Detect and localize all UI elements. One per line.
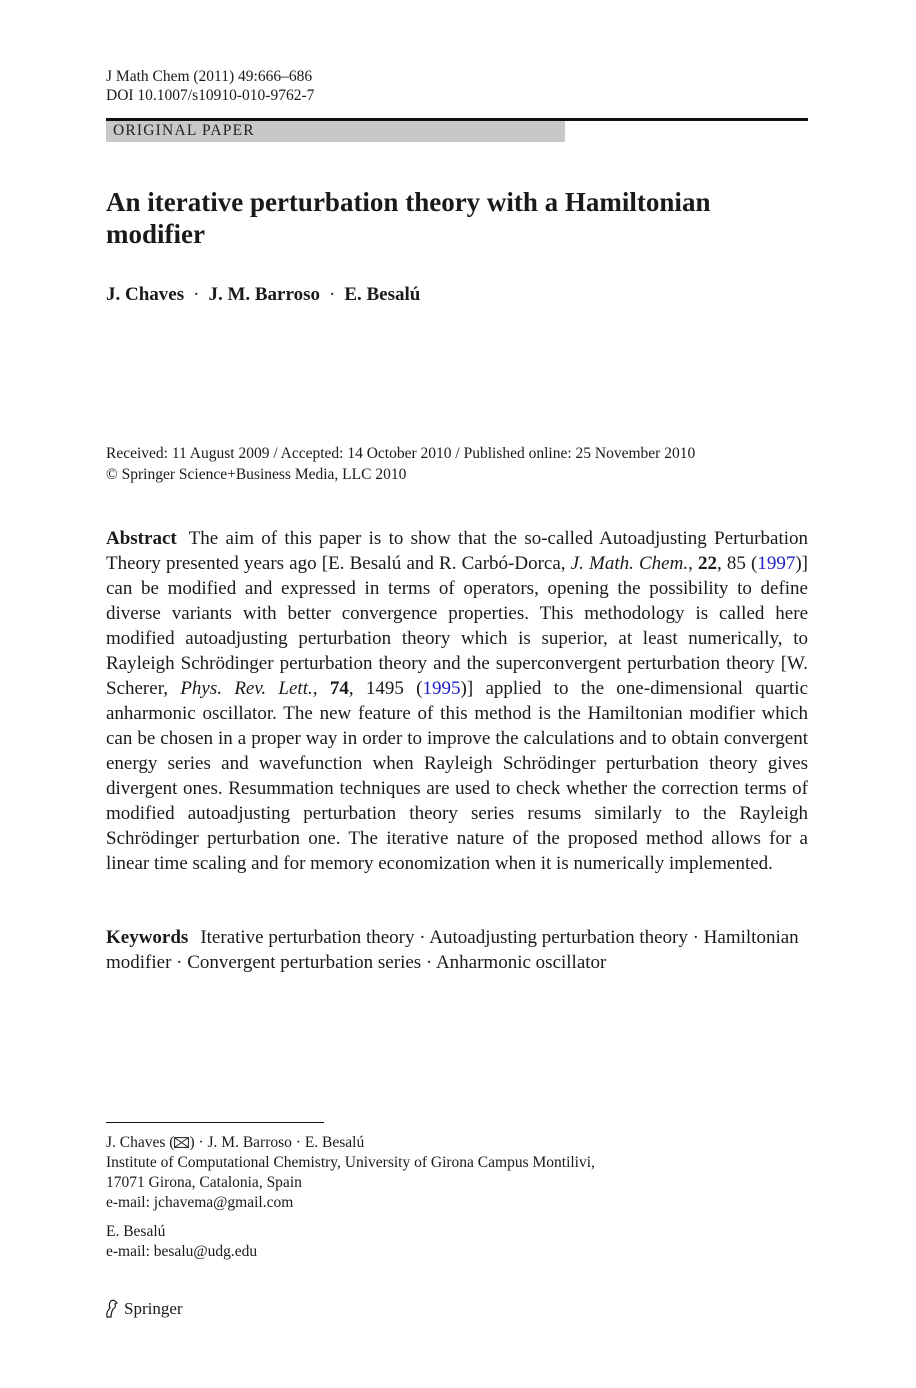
author-list bbox=[106, 284, 420, 306]
affiliation-block bbox=[106, 1133, 595, 1213]
abstract-text: , 85 ( bbox=[716, 553, 758, 574]
publication-dates bbox=[106, 443, 695, 485]
author-names: J. Chaves ( bbox=[106, 1134, 175, 1151]
abstract-text: , 1495 ( bbox=[348, 678, 423, 699]
citation-link-1995[interactable]: 1995 bbox=[422, 678, 461, 699]
article-type-label: ORIGINAL PAPER bbox=[113, 122, 255, 139]
author-separator: · bbox=[328, 284, 336, 305]
abstract-text: )] applied to the one-dimensional quartic anharmonic oscillator. The new feature of this method is the Hamiltonian modifier which can be chosen in a proper way in order to improve the calculations and to obtain convergent energy series and wavefunction when Rayleigh Schrödinger perturbation theory gives divergent ones. Resummation techniques are used to check whether the correction terms of modified autoadjusting perturbation theory series resums similarly to the Rayleigh Schrödinger perturbation one. The iterative nature of the proposed method allows for a linear time scaling and for memory economization when it is numerically implemented. bbox=[106, 678, 809, 874]
email-line: e-mail: jchavema@gmail.com bbox=[106, 1194, 294, 1211]
copyright-line: © Springer Science+Business Media, LLC 2010 bbox=[106, 466, 407, 483]
journal-line: J Math Chem (2011) 49:666–686 bbox=[106, 68, 313, 85]
article-type-badge bbox=[106, 121, 565, 142]
author-name: E. Besalú bbox=[344, 284, 421, 305]
springer-horse-icon bbox=[104, 1299, 120, 1319]
keywords-heading: Keywords bbox=[106, 927, 189, 948]
citation-link-1997[interactable]: 1997 bbox=[757, 553, 796, 574]
abstract-text: , bbox=[688, 553, 698, 574]
publisher-name: Springer bbox=[124, 1299, 183, 1318]
volume: 74 bbox=[329, 678, 349, 699]
journal-name: J. Math. Chem. bbox=[570, 553, 689, 574]
abstract bbox=[106, 526, 808, 876]
volume: 22 bbox=[697, 553, 717, 574]
abstract-heading: Abstract bbox=[106, 528, 177, 549]
journal-name: Phys. Rev. Lett. bbox=[180, 678, 313, 699]
author-separator: · bbox=[193, 284, 200, 305]
doi-line: DOI 10.1007/s10910-010-9762-7 bbox=[106, 87, 315, 104]
paper-title: An iterative perturbation theory with a Hamiltonian modifier bbox=[106, 187, 711, 249]
publisher-footer bbox=[104, 1299, 183, 1319]
author-name-line: E. Besalú bbox=[106, 1223, 166, 1240]
correspondence-line bbox=[106, 1133, 595, 1153]
affiliation-block-2 bbox=[106, 1222, 257, 1262]
email-line: e-mail: besalu@udg.edu bbox=[106, 1243, 258, 1260]
history-line: Received: 11 August 2009 / Accepted: 14 October 2010 / Published online: 25 November 2010 bbox=[106, 445, 696, 462]
journal-citation bbox=[106, 67, 314, 105]
author-names: ) · J. M. Barroso · E. Besalú bbox=[189, 1134, 365, 1151]
footnote-rule bbox=[106, 1122, 324, 1123]
keywords bbox=[106, 925, 808, 975]
keywords-text: Iterative perturbation theory · Autoadjusting perturbation theory · Hamiltonian modifier · Convergent perturbation series · Anharmonic oscillator bbox=[106, 927, 799, 973]
abstract-text: The aim of this paper is to show that the so-called Autoadjusting Perturbation Theory presented years ago [E. Besalú and R. Carbó-Dorca, bbox=[106, 528, 808, 574]
city-line: 17071 Girona, Catalonia, Spain bbox=[106, 1174, 302, 1191]
abstract-text: , bbox=[312, 678, 330, 699]
author-name: J. M. Barroso bbox=[208, 284, 320, 305]
abstract-text: )] can be modified and expressed in terms of operators, opening the possibility to define diverse variants with better convergence properties. This methodology is called here modified autoadjusting perturbation theory which is superior, at least numerically, to Rayleigh Schrödinger perturbation theory and the superconvergent perturbation theory [W. Scherer, bbox=[106, 553, 809, 699]
institute-line: Institute of Computational Chemistry, University of Girona Campus Montilivi, bbox=[106, 1154, 595, 1171]
author-name: J. Chaves bbox=[106, 284, 185, 305]
envelope-icon bbox=[174, 1137, 189, 1148]
